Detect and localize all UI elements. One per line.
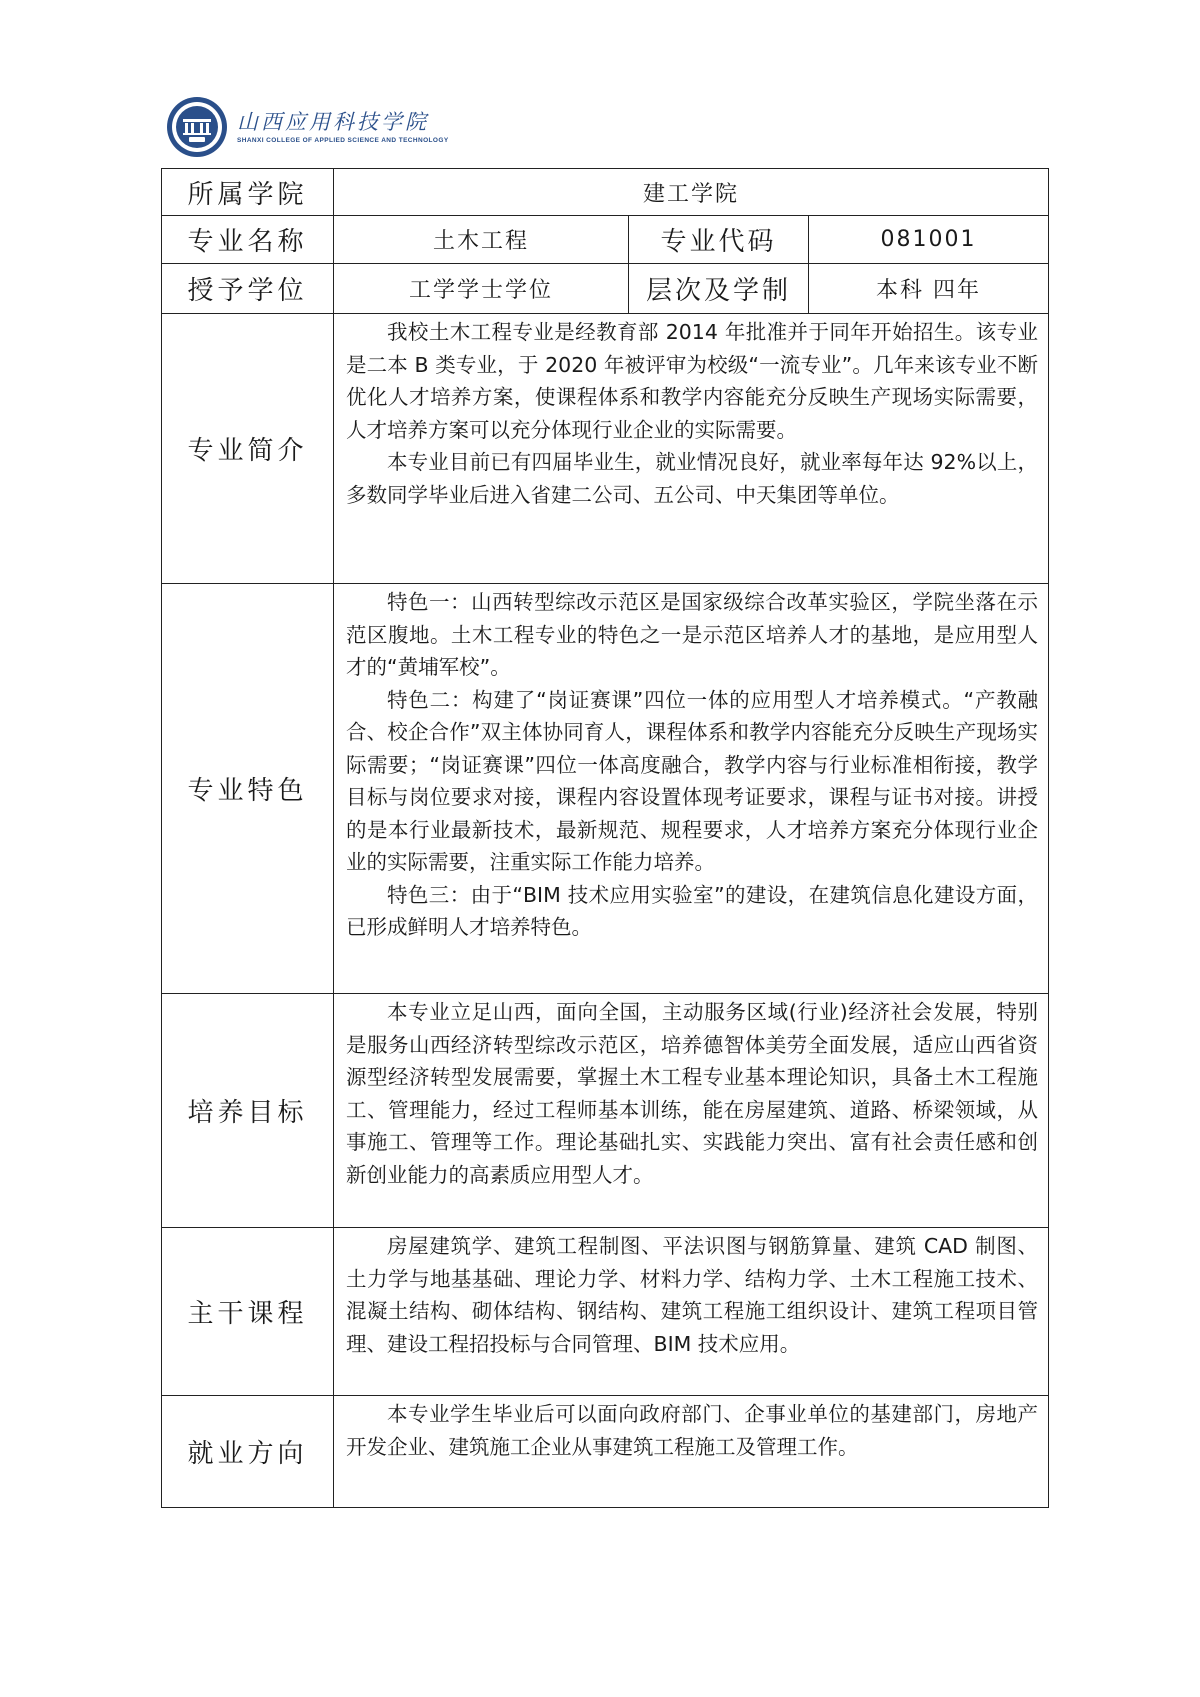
major-code-value: 081001 — [809, 216, 1049, 264]
major-info-table — [161, 168, 1049, 1508]
goals-row — [162, 994, 1049, 1228]
level-value: 本科 四年 — [809, 264, 1049, 314]
college-name-cn: 山西应用科技学院 — [237, 110, 429, 134]
goals-label: 培养目标 — [162, 994, 334, 1228]
level-label: 层次及学制 — [629, 264, 809, 314]
college-row — [162, 169, 1049, 216]
features-row — [162, 584, 1049, 994]
employment-row — [162, 1396, 1049, 1508]
intro-paragraph-2: 本专业目前已有四届毕业生，就业情况良好，就业率每年达 92%以上，多数同学毕业后进入省建二公司、五公司、中天集团等单位。 — [346, 450, 1039, 507]
major-row — [162, 216, 1049, 264]
employment-paragraph-1: 本专业学生毕业后可以面向政府部门、企事业单位的基建部门，房地产开发企业、建筑施工企业从事建筑工程施工及管理工作。 — [346, 1402, 1039, 1459]
intro-row — [162, 314, 1049, 584]
features-paragraph-2: 特色二：构建了“岗证赛课”四位一体的应用型人才培养模式。“产教融合、校企合作”双主体协同育人，课程体系和教学内容能充分反映生产现场实际需要；“岗证赛课”四位一体高度融合，教学内容与行业标准相衔接，教学目标与岗位要求对接，课程内容设置体现考证要求，课程与证书对接。讲授的是本行业最新技术，最新规范、规程要求，人才培养方案充分体现行业企业的实际需要，注重实际工作能力培养。 — [346, 687, 1039, 874]
college-name-en: SHANXI COLLEGE OF APPLIED SCIENCE AND TECHNOLOGY — [237, 137, 449, 144]
courses-row — [162, 1228, 1049, 1396]
features-label: 专业特色 — [162, 584, 334, 994]
features-content — [334, 584, 1049, 994]
degree-label: 授予学位 — [162, 264, 334, 314]
college-value: 建工学院 — [334, 169, 1049, 216]
college-label: 所属学院 — [162, 169, 334, 216]
major-code-label: 专业代码 — [629, 216, 809, 264]
employment-label: 就业方向 — [162, 1396, 334, 1508]
college-seal-icon — [165, 95, 229, 159]
features-paragraph-3: 特色三：由于“BIM 技术应用实验室”的建设，在建筑信息化建设方面，已形成鲜明人才培养特色。 — [346, 882, 1039, 939]
intro-label: 专业简介 — [162, 314, 334, 584]
page-header — [165, 97, 449, 157]
goals-paragraph-1: 本专业立足山西，面向全国，主动服务区域(行业)经济社会发展，特别是服务山西经济转型综改示范区，培养德智体美劳全面发展，适应山西省资源型经济转型发展需要，掌握土木工程专业基本理论知识，具备土木工程施工、管理能力，经过工程师基本训练，能在房屋建筑、道路、桥梁领域，从事施工、管理等工作。理论基础扎实、实践能力突出、富有社会责任感和创新创业能力的高素质应用型人才。 — [346, 1000, 1039, 1187]
courses-paragraph-1: 房屋建筑学、建筑工程制图、平法识图与钢筋算量、建筑 CAD 制图、土力学与地基基础、理论力学、材料力学、结构力学、土木工程施工技术、混凝土结构、砌体结构、钢结构、建筑工程施工组织设计、建筑工程项目管理、建设工程招投标与合同管理、BIM 技术应用。 — [346, 1234, 1039, 1356]
courses-content — [334, 1228, 1049, 1396]
goals-content — [334, 994, 1049, 1228]
features-paragraph-1: 特色一：山西转型综改示范区是国家级综合改革实验区，学院坐落在示范区腹地。土木工程专业的特色之一是示范区培养人才的基地，是应用型人才的“黄埔军校”。 — [346, 590, 1039, 679]
degree-row — [162, 264, 1049, 314]
major-value: 土木工程 — [334, 216, 629, 264]
degree-value: 工学学士学位 — [334, 264, 629, 314]
employment-content — [334, 1396, 1049, 1508]
major-label: 专业名称 — [162, 216, 334, 264]
intro-content — [334, 314, 1049, 584]
courses-label: 主干课程 — [162, 1228, 334, 1396]
intro-paragraph-1: 我校土木工程专业是经教育部 2014 年批准并于同年开始招生。该专业是二本 B 类专业，于 2020 年被评审为校级“一流专业”。几年来该专业不断优化人才培养方案，使课程体系和教学内容能充分反映生产现场实际需要，人才培养方案可以充分体现行业企业的实际需要。 — [346, 320, 1039, 442]
